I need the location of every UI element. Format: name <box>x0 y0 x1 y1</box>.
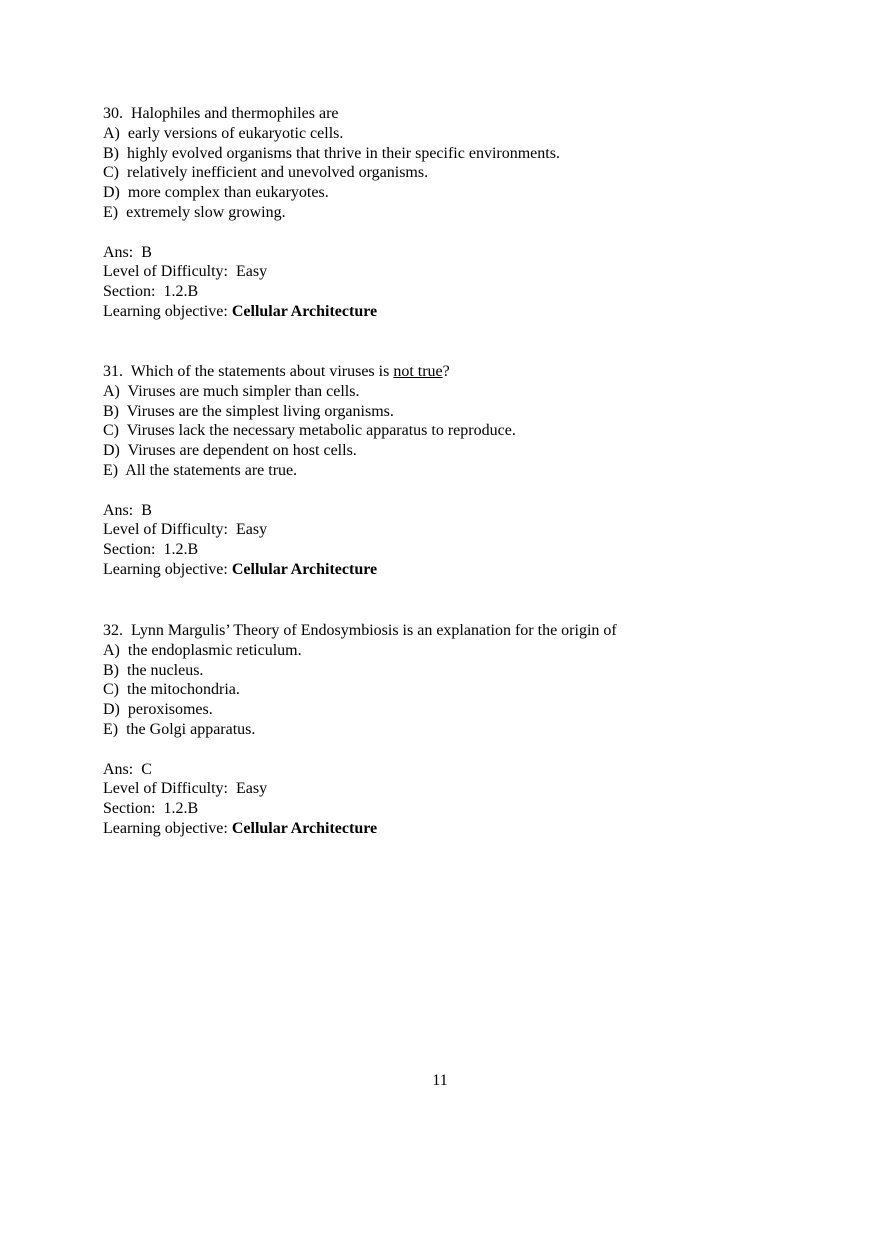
learning-objective-value: Cellular Architecture <box>231 560 378 578</box>
question-31 <box>103 362 803 580</box>
difficulty: Level of Difficulty: Easy <box>103 263 268 281</box>
learning-objective-value: Cellular Architecture <box>231 302 378 320</box>
option-b: B) Viruses are the simplest living organisms. <box>103 402 394 420</box>
question-stem-prefix: 31. Which of the statements about viruses is <box>103 363 394 380</box>
option-b: B) the nucleus. <box>103 661 204 679</box>
section: Section: 1.2.B <box>103 800 199 818</box>
answer: Ans: B <box>103 501 152 519</box>
question-30 <box>103 104 803 322</box>
section: Section: 1.2.B <box>103 283 199 301</box>
option-e: E) extremely slow growing. <box>103 203 286 221</box>
learning-objective-value: Cellular Architecture <box>231 819 378 837</box>
question-stem: 30. Halophiles and thermophiles are <box>103 105 339 122</box>
spacer <box>103 481 803 501</box>
question-stem-suffix: ? <box>442 363 450 380</box>
option-d: D) more complex than eukaryotes. <box>103 184 329 202</box>
option-a: A) the endoplasmic reticulum. <box>103 641 302 659</box>
option-e: E) the Golgi apparatus. <box>103 720 256 738</box>
question-stem-emphasis: not true <box>393 363 443 380</box>
option-a: A) Viruses are much simpler than cells. <box>103 382 360 400</box>
answer: Ans: C <box>103 760 152 778</box>
question-stem <box>103 362 803 382</box>
option-b: B) highly evolved organisms that thrive in their specific environments. <box>103 144 560 162</box>
option-c: C) relatively inefficient and unevolved organisms. <box>103 164 429 182</box>
page-number: 11 <box>432 1072 448 1089</box>
learning-objective-label: Learning objective: <box>103 560 232 578</box>
question-stem: 32. Lynn Margulis’ Theory of Endosymbiosis is an explanation for the origin of <box>103 622 617 639</box>
learning-objective <box>103 819 803 839</box>
option-d: D) peroxisomes. <box>103 701 213 719</box>
learning-objective-label: Learning objective: <box>103 819 232 837</box>
learning-objective <box>103 302 803 322</box>
question-32 <box>103 621 803 839</box>
difficulty: Level of Difficulty: Easy <box>103 780 268 798</box>
spacer <box>103 740 803 760</box>
section: Section: 1.2.B <box>103 541 199 559</box>
difficulty: Level of Difficulty: Easy <box>103 521 268 539</box>
option-d: D) Viruses are dependent on host cells. <box>103 442 357 460</box>
option-c: C) Viruses lack the necessary metabolic apparatus to reproduce. <box>103 422 516 440</box>
spacer <box>103 223 803 243</box>
answer: Ans: B <box>103 243 152 261</box>
option-a: A) early versions of eukaryotic cells. <box>103 124 344 142</box>
option-c: C) the mitochondria. <box>103 681 240 699</box>
learning-objective-label: Learning objective: <box>103 302 232 320</box>
learning-objective <box>103 560 803 580</box>
option-e: E) All the statements are true. <box>103 461 298 479</box>
